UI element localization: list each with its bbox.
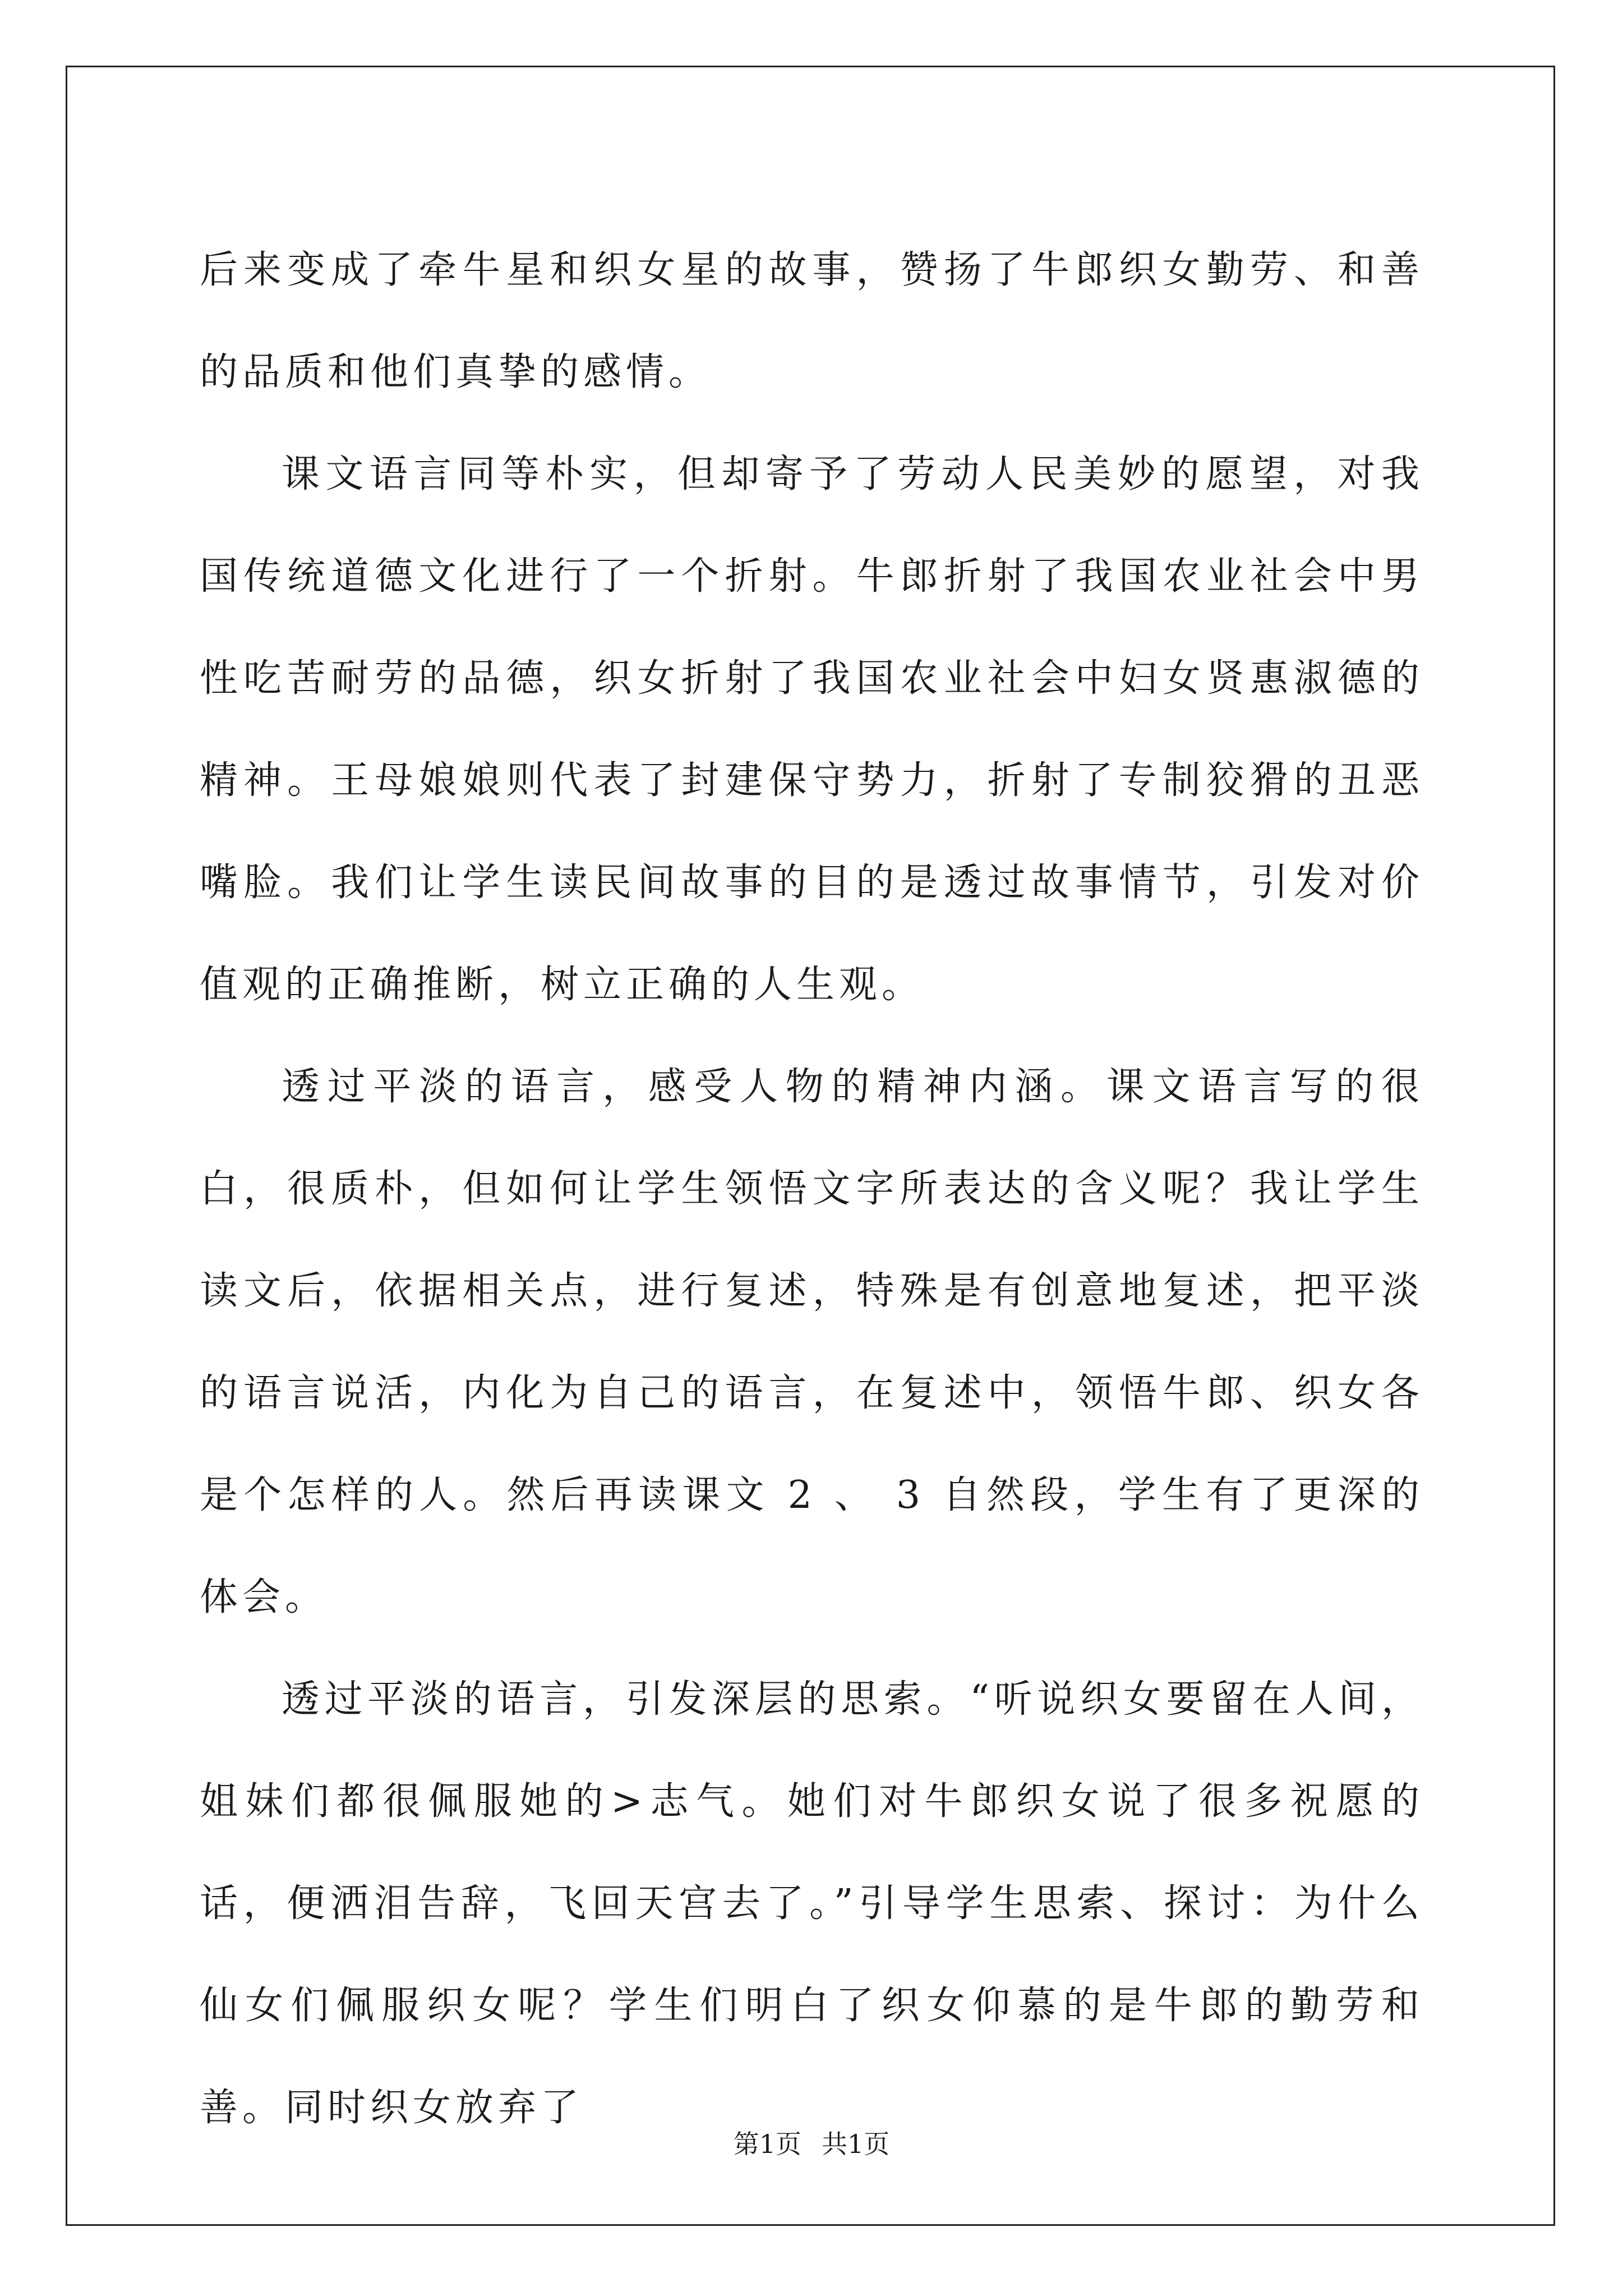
paragraph-2: 课文语言同等朴实，但却寄予了劳动人民美妙的愿望，对我国传统道德文化进行了一个折射。牛郎折射了我国农业社会中男性吃苦耐劳的品德，织女折射了我国农业社会中妇女贤惠淑德的精神。王母娘娘则代表了封建保守势力，折射了专制狡猾的丑恶嘴脸。我们让学生读民间故事的目的是透过故事情节，引发对价值观的正确推断，树立正确的人生观。 — [200, 452, 1424, 1007]
paragraph-3: 透过平淡的语言，感受人物的精神内涵。课文语言写的很白，很质朴，但如何让学生领悟文字所表达的含义呢？我让学生读文后，依据相关点，进行复述，特殊是有创意地复述，把平淡的语言说活，内化为自己的语言，在复述中，领悟牛郎、织女各是个怎样的人。然后再读课文 2 、 3 自然段，学生有了更深的体会。 — [200, 1065, 1424, 1619]
document-body — [200, 219, 1424, 2159]
page-number-current: 第1页 — [733, 2129, 801, 2159]
page-number-total: 共1页 — [822, 2129, 890, 2159]
paragraph-4: 透过平淡的语言，引发深层的思索。“听说织女要留在人间，姐妹们都很佩服她的>志气。她们对牛郎织女说了很多祝愿的话，便洒泪告辞，飞回天宫去了。”引导学生思索、探讨：为什么仙女们佩服织女呢？学生们明白了织女仰慕的是牛郎的勤劳和善。同时织女放弃了 — [200, 1677, 1424, 2130]
paragraph-1: 后来变成了牵牛星和织女星的故事，赞扬了牛郎织女勤劳、和善的品质和他们真挚的感情。 — [200, 248, 1424, 394]
page-footer — [0, 2124, 1623, 2161]
